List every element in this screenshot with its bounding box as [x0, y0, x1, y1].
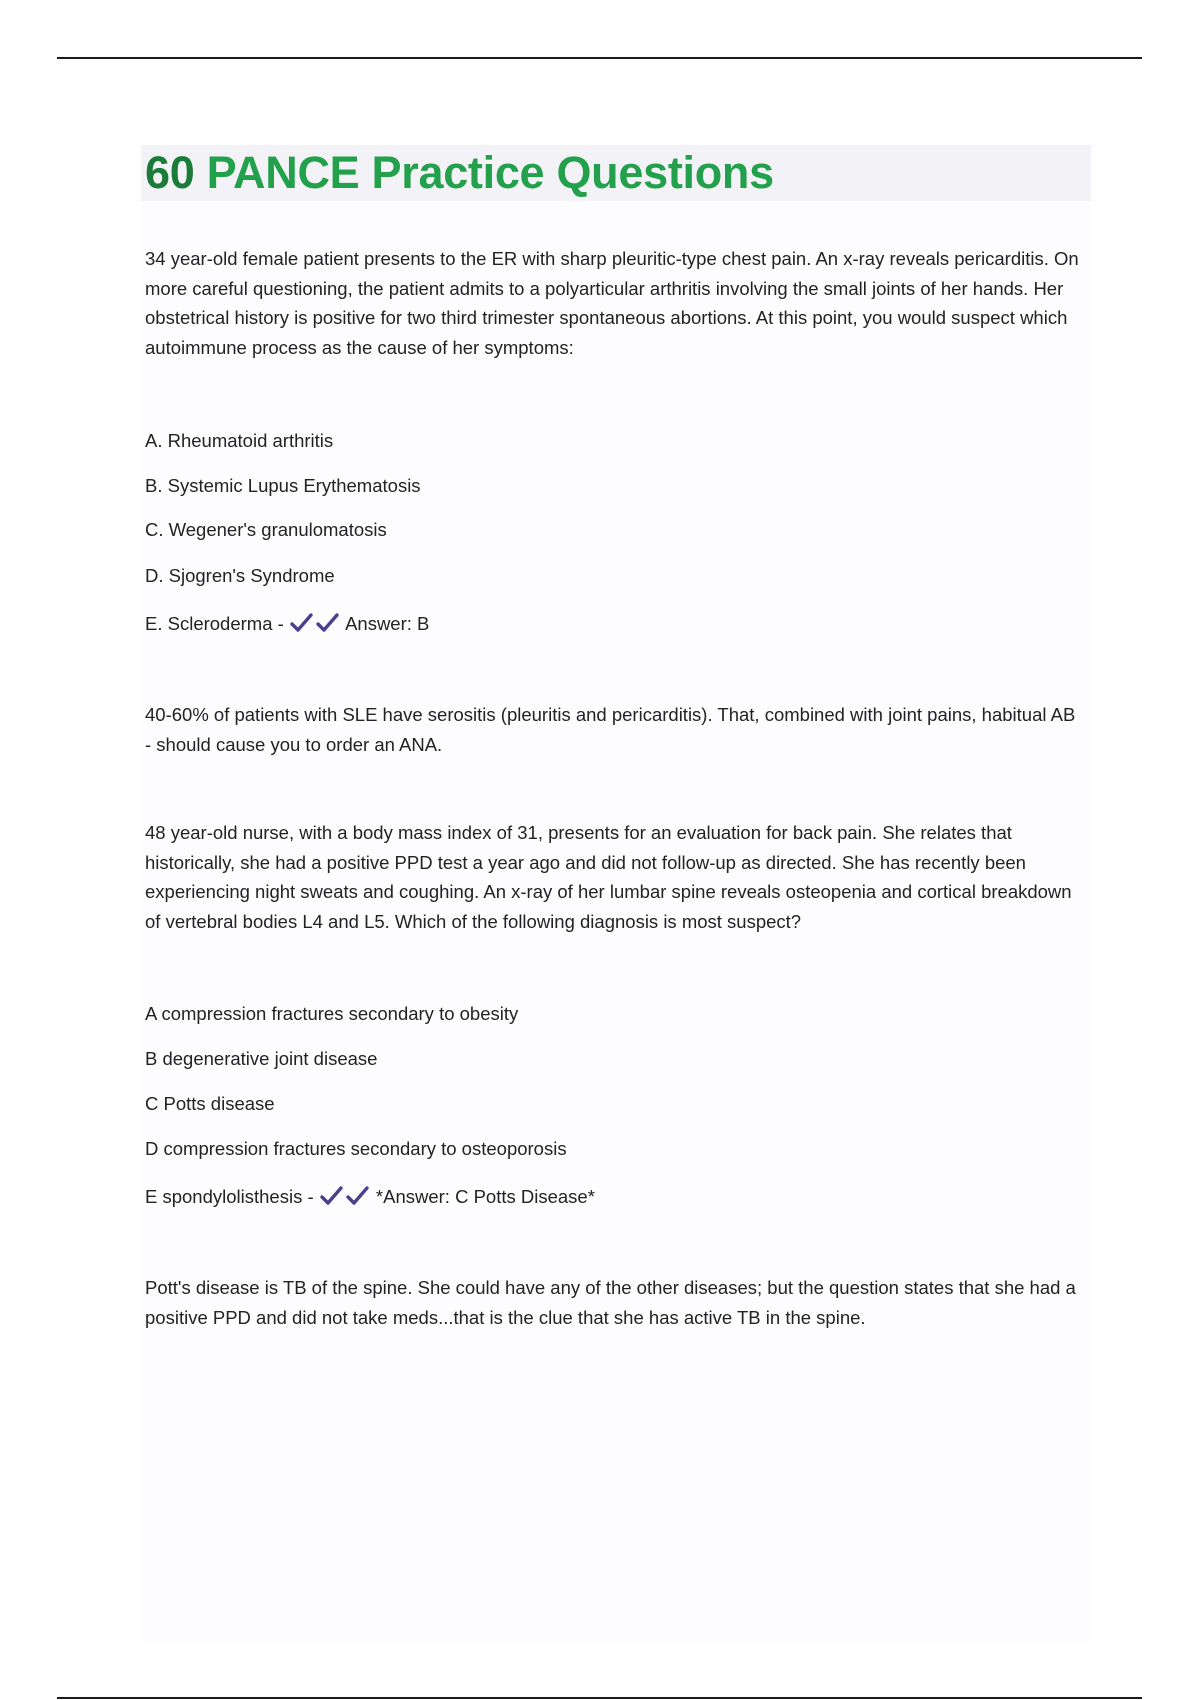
question-2-option-e-label: E spondylolisthesis - — [145, 1186, 314, 1207]
question-1-option-a: A. Rheumatoid arthritis — [145, 430, 334, 451]
question-2-option-a: A compression fractures secondary to obesity — [145, 1003, 519, 1024]
footer-rule — [57, 1697, 1142, 1699]
question-2-stem: 48 year-old nurse, with a body mass index of 31, presents for an evaluation for back pain. She relates that historically, she had a positive PPD test a year ago and did not follow-up as directed. She has recently been experiencing night sweats and coughing. An x-ray of her lumbar spine reveals osteopenia and cortical breakdown of vertebral bodies L4 and L5. Which of the following diagnosis is most suspect? — [145, 822, 1072, 932]
page-title — [145, 148, 774, 198]
question-2-explanation: Pott's disease is TB of the spine. She could have any of the other diseases; but the question states that she had a positive PPD and did not take meds...that is the clue that she has active TB in the spine. — [145, 1277, 1076, 1328]
header-rule — [57, 57, 1142, 59]
check-icon — [345, 1185, 371, 1207]
check-icon — [289, 612, 315, 634]
title-text: PANCE Practice Questions — [206, 147, 774, 198]
question-2-option-d: D compression fractures secondary to osteoporosis — [145, 1138, 567, 1159]
question-2-option-b: B degenerative joint disease — [145, 1048, 378, 1069]
question-1-option-c: C. Wegener's granulomatosis — [145, 519, 387, 540]
check-icon — [315, 612, 341, 634]
check-icon — [319, 1185, 345, 1207]
title-number: 60 — [145, 147, 195, 198]
question-1-option-b: B. Systemic Lupus Erythematosis — [145, 475, 421, 496]
question-1-option-e — [145, 612, 429, 636]
title-band — [141, 145, 1091, 201]
question-2-answer: *Answer: C Potts Disease* — [375, 1186, 595, 1207]
question-2-option-c: C Potts disease — [145, 1093, 275, 1114]
question-1-option-e-label: E. Scleroderma - — [145, 613, 284, 634]
question-1-answer: Answer: B — [345, 613, 430, 634]
question-1-explanation: 40-60% of patients with SLE have serositis (pleuritis and pericarditis). That, combined with joint pains, habitual AB - should cause you to order an ANA. — [145, 704, 1076, 755]
question-1-option-d: D. Sjogren's Syndrome — [145, 565, 335, 586]
question-1-stem: 34 year-old female patient presents to the ER with sharp pleuritic-type chest pain. An x-ray reveals pericarditis. On more careful questioning, the patient admits to a polyarticular arthritis involving the small joints of her hands. Her obstetrical history is positive for two third trimester spontaneous abortions. At this point, you would suspect which autoimmune process as the cause of her symptoms: — [145, 248, 1079, 358]
question-2-option-e — [145, 1185, 595, 1209]
page-content — [141, 145, 1091, 1645]
